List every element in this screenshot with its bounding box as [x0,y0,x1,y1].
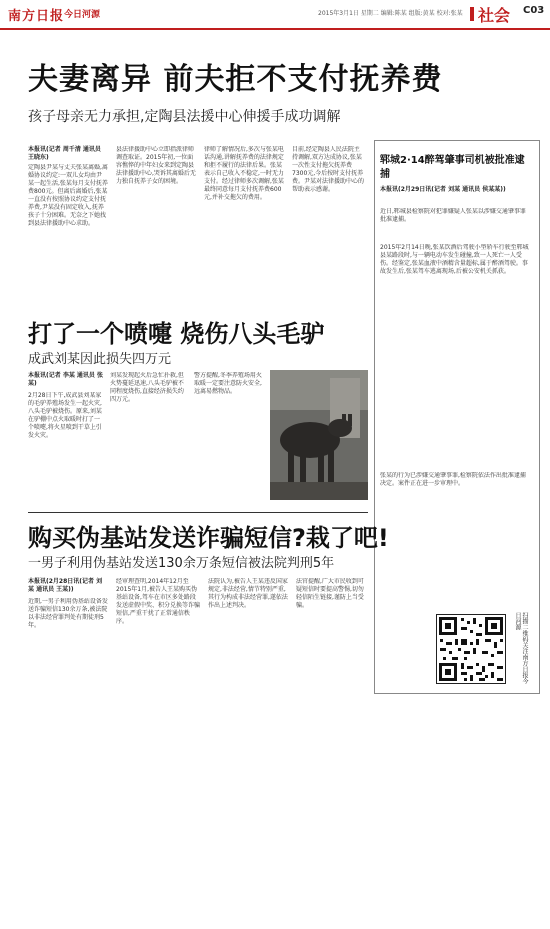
donkey-icon [270,370,368,500]
sidebar-para1: 近日,郓城县检察院对犯罪嫌疑人张某以涉嫌交通肇事罪批准逮捕。 [380,208,526,223]
article3-headline: 购买伪基站发送诈骗短信?栽了吧! [28,524,389,552]
sidebar-para2: 2015年2月14日晚,张某饮酒后驾驶小型轿车行驶至郓城县某路段时,与一辆电动车发生碰撞,致一人死亡一人受伤。经鉴定,张某血液中酒精含量超标,属于醉酒驾驶。事故发生后,张某驾车逃离现场,后被公安机关抓获。 [380,244,529,275]
article2-subheadline: 成武刘某因此损失四万元 [28,352,172,367]
masthead [8,5,545,27]
article2-col2: 刘某发现起火后急忙扑救,但火势蔓延迅速,八头毛驴被不同程度烧伤,直接经济损失约四万元。 [110,372,184,403]
article1-headline: 夫妻离异 前夫拒不支付抚养费 [28,62,443,97]
qr-code[interactable] [436,614,506,684]
article3-col4: 法官提醒,广大市民收到可疑短信时要提高警惕,切勿轻信陌生链接,谨防上当受骗。 [296,578,364,609]
masthead-rule [0,28,550,30]
article1-col1: 定陶县尹某与丈夫张某离婚,离婚协议约定:一双儿女均由尹某一起生活,张某每月支付抚养费800元。但离后离婚后,张某一直没有按照协议约定支付抚养费,尹某没有固定收入,抚养孩子十分困难。无奈之下她找到县法律援助中心求助。 [28,164,108,227]
sidebar-para3: 张某的行为已涉嫌交通肇事罪,检察院依法作出批准逮捕决定。案件正在进一步审理中。 [380,472,526,487]
article3-col2: 经审理查明,2014年12月至2015年1月,被告人王某购买伪基站设备,驾车在市区多处路段发送虚假中奖、积分兑换等诈骗短信,严重干扰了正常通信秩序。 [116,578,200,625]
article1-byline: 本报讯(记者 周千清 通讯员 王晓东) [28,146,101,161]
article2-headline: 打了一个喷嚏 烧伤八头毛驴 [28,320,325,348]
newspaper-logo: 南方日报 [8,9,65,24]
article3-top-rule [28,512,368,513]
date-info: 2015年3月1日 星期二 编辑:陈某 组版:黄某 校对:张某 [318,10,463,17]
sidebar-title: 郓城2·14醉驾肇事司机被批准逮捕 [380,155,525,180]
donkey-photo [270,370,368,500]
article2-col1: 2月28日下午,成武县刘某家的毛驴养殖场发生一起火灾,八头毛驴被烧伤。原来,刘某在驴棚中点火取暖时打了一个喷嚏,将火星喷到干草上引发火灾。 [28,392,102,439]
article3-byline: 本报讯(2月28日讯(记者 刘某 通讯员 王某)) [28,578,103,593]
article3-col3: 法院认为,被告人王某违反国家规定,非法经营,情节特别严重,其行为构成非法经营罪,遂依法作出上述判决。 [208,578,288,609]
page-number: C03 [523,5,545,16]
article1-col4: 目前,经定陶县人民法院主持调解,双方达成协议,张某一次性支付拖欠抚养费7300元,今后按时支付抚养费。尹某对法律援助中心的帮助表示感谢。 [292,146,364,193]
article3-col1: 近期,一男子利用伪基站设备发送诈骗短信130余万条,被法院以非法经营罪判处有期徒刑5年。 [28,598,108,629]
qr-code-icon [437,615,505,683]
section-tag: 社会 [478,6,511,25]
section-tag-bar [470,7,474,21]
qr-caption: 扫描二维码关注南方日报今日河源 [514,612,528,684]
sidebar-byline: 本报讯(2月29日讯(记者 刘某 通讯员 侯某某)) [380,186,506,193]
article2-byline: 本报讯(记者 李某 通讯员 张某) [28,372,104,387]
article1-col3: 律师了解情况后,多次与张某电话沟通,讲解抚养费的法律规定和拒不履行的法律后果。张某表示自己收入不稳定,一时无力支付。经过律师多次调解,张某最终同意每月支付抚养费600元,并补交拖欠的费用。 [204,146,284,201]
section-label: 今日河源 [64,10,101,20]
article3-subheadline: 一男子利用伪基站发送130余万条短信被法院判刑5年 [28,556,335,571]
article1-col2: 县法律援助中心立即指派律师调查取证。2015年初,一位面容憔悴的中年妇女来到定陶县法律援助中心,哭诉其离婚后无力独自抚养子女的困境。 [116,146,196,185]
article2-col3: 警方提醒,冬季养殖场用火取暖一定要注意防火安全,远离易燃物品。 [194,372,262,395]
article1-subheadline: 孩子母亲无力承担,定陶县法援中心伸援手成功调解 [28,109,341,125]
